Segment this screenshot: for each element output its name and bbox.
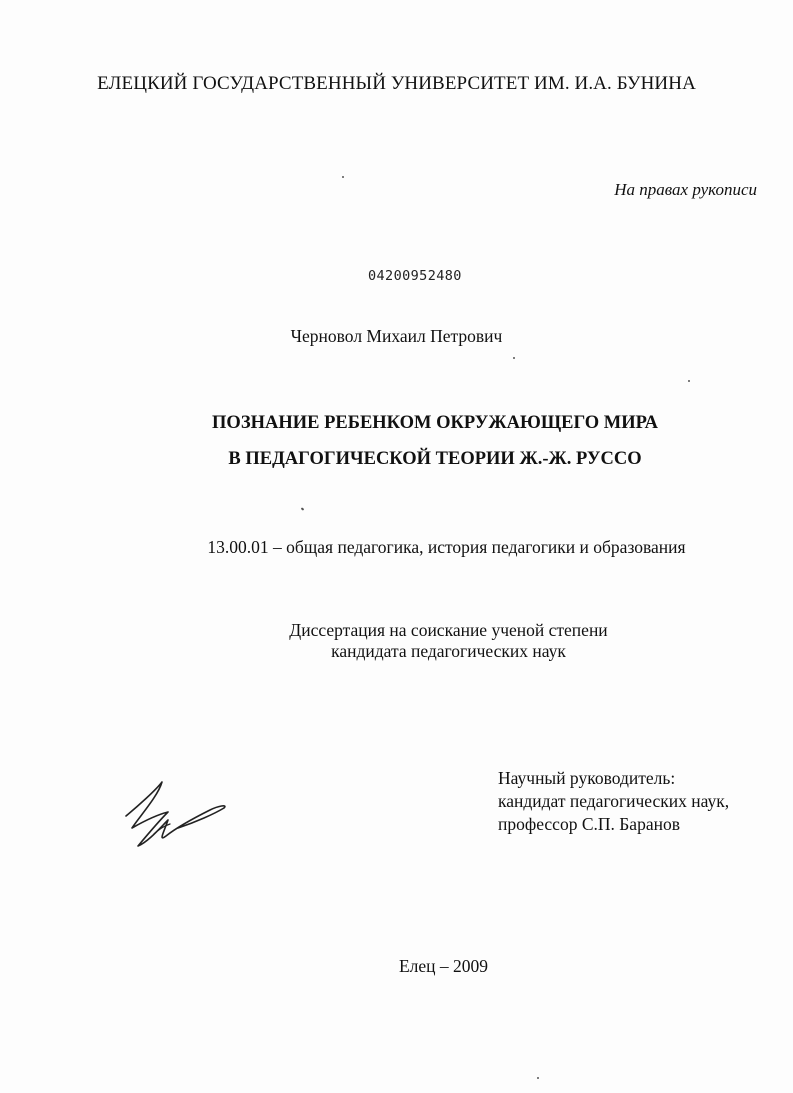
degree-line-1: Диссертация на соискание ученой степени (289, 620, 608, 640)
advisor-name: профессор С.П. Баранов (498, 814, 680, 834)
title-line-1: ПОЗНАНИЕ РЕБЕНКОМ ОКРУЖАЮЩЕГО МИРА (212, 413, 658, 433)
degree-line-2: кандидата педагогических наук (331, 641, 566, 661)
title-line-2: В ПЕДАГОГИЧЕСКОЙ ТЕОРИИ Ж.-Ж. РУССО (228, 449, 642, 469)
author-name: Черновол Михаил Петрович (290, 326, 503, 346)
scan-speck (688, 380, 690, 382)
specialty-code: 13.00.01 – общая педагогика, история педагогики и образования (207, 537, 686, 557)
handwritten-signature-icon (118, 776, 238, 861)
dissertation-title (0, 405, 793, 477)
manuscript-note: На правах рукописи (614, 180, 757, 199)
scan-speck (342, 176, 344, 178)
degree-statement (0, 620, 793, 662)
city-year: Елец – 2009 (398, 956, 489, 976)
scientific-advisor (498, 767, 729, 836)
advisor-degree: кандидат педагогических наук, (498, 791, 730, 811)
scan-speck (301, 507, 305, 510)
university-name: ЕЛЕЦКИЙ ГОСУДАРСТВЕННЫЙ УНИВЕРСИТЕТ ИМ. И.А. БУНИНА (97, 73, 696, 94)
advisor-label: Научный руководитель: (498, 768, 676, 788)
registration-number: 04200952480 (368, 268, 462, 284)
scan-speck (537, 1077, 539, 1079)
scan-speck (513, 357, 515, 359)
